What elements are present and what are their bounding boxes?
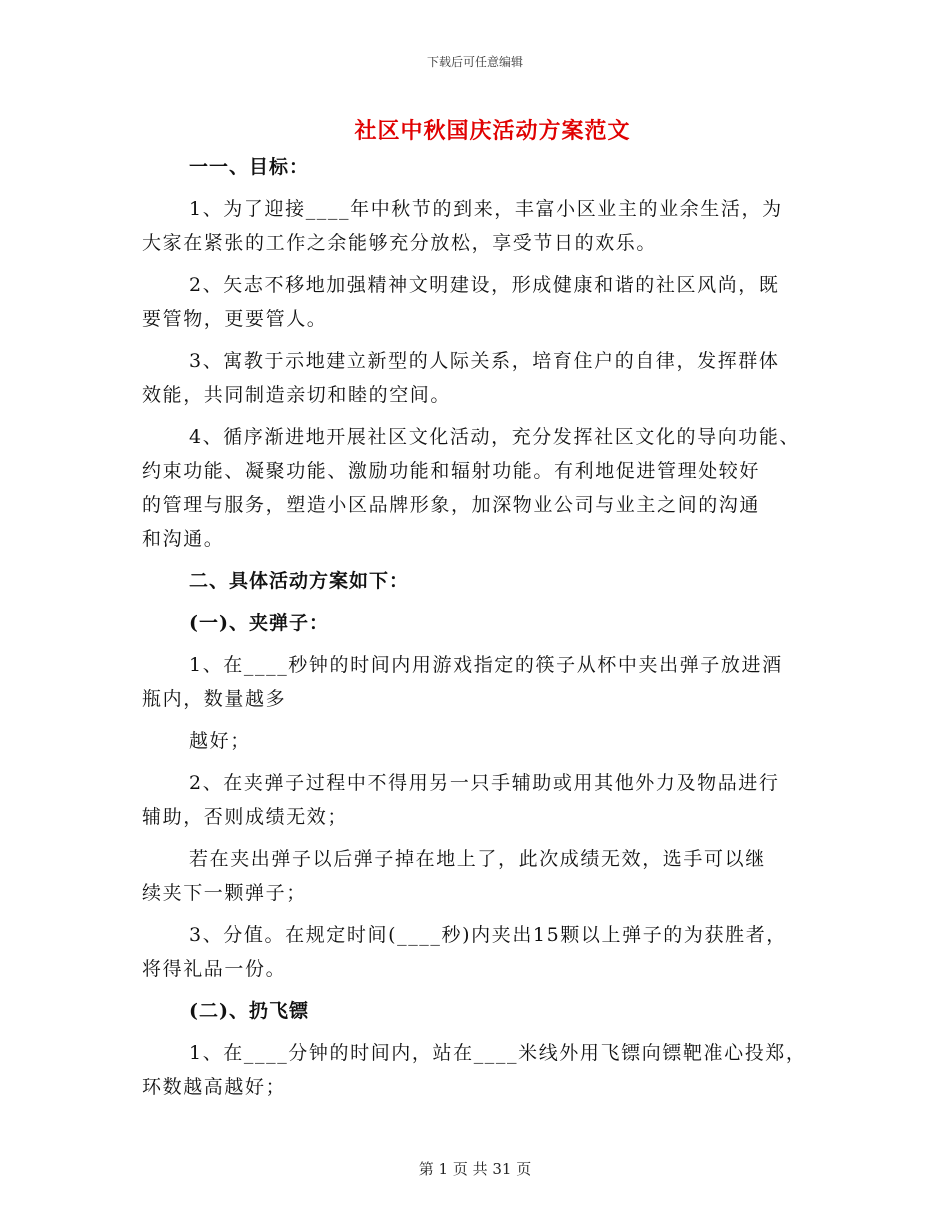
paragraph-line: 3、分值。在规定时间(____秒)内夹出15颗以上弹子的为获胜者， [189, 924, 787, 946]
paragraph-line: 1、在____分钟的时间内，站在____米线外用飞镖向镖靶准心投郑， [189, 1042, 807, 1064]
subsection-heading-darts: (二)、扔飞镖 [189, 1000, 309, 1022]
paragraph-marbles-4 [142, 918, 814, 986]
paragraph-line: 瓶内，数量越多 [142, 688, 287, 710]
paragraph-line: 环数越高越好； [142, 1076, 287, 1098]
paragraph-line: 要管物，更要管人。 [142, 308, 328, 330]
paragraph-line: 的管理与服务，塑造小区品牌形象，加深物业公司与业主之间的沟通 [142, 494, 761, 516]
document-body [142, 150, 814, 1104]
paragraph-line: 3、寓教于示地建立新型的人际关系，培育住户的自律，发挥群体 [189, 350, 780, 372]
paragraph-marbles-1 [142, 648, 814, 716]
paragraph-line: 越好； [189, 730, 251, 752]
section-heading-plan: 二、具体活动方案如下： [189, 570, 410, 592]
paragraph-line: 1、在____秒钟的时间内用游戏指定的筷子从杯中夹出弹子放进酒 [189, 654, 783, 676]
paragraph-line: 将得礼品一份。 [142, 958, 287, 980]
page-number: 第 1 页 共 31 页 [418, 1160, 532, 1178]
paragraph-goal-4 [142, 420, 814, 556]
paragraph-line: 辅助，否则成绩无效； [142, 806, 349, 828]
paragraph-goal-1 [142, 192, 814, 260]
paragraph-marbles-3 [142, 842, 814, 910]
document-title: 社区中秋国庆活动方案范文 [354, 118, 631, 144]
paragraph-goal-2 [142, 268, 814, 336]
paragraph-line: 约束功能、凝聚功能、激励功能和辐射功能。有利地促进管理处较好 [142, 460, 761, 482]
paragraph-goal-3 [142, 344, 814, 412]
header-note: 下载后可任意编辑 [426, 55, 523, 69]
paragraph-line: 续夹下一颗弹子； [142, 882, 307, 904]
paragraph-line: 4、循序渐进地开展社区文化活动，充分发挥社区文化的导向功能、 [189, 426, 801, 448]
subsection-heading-marbles: (一)、夹弹子： [189, 612, 329, 634]
paragraph-marbles-2 [142, 766, 814, 834]
paragraph-line: 1、为了迎接____年中秋节的到来，丰富小区业主的业余生活，为 [189, 198, 783, 220]
paragraph-darts-1 [142, 1036, 814, 1104]
paragraph-line: 若在夹出弹子以后弹子掉在地上了，此次成绩无效，选手可以继 [189, 848, 766, 870]
paragraph-line: 大家在紧张的工作之余能够充分放松，享受节日的欢乐。 [142, 232, 658, 254]
paragraph-line: 和沟通。 [142, 528, 225, 550]
paragraph-line: 效能，共同制造亲切和睦的空间。 [142, 384, 452, 406]
paragraph-line: 2、在夹弹子过程中不得用另一只手辅助或用其他外力及物品进行 [189, 772, 780, 794]
section-heading-goals: 一一、目标： [189, 156, 310, 178]
paragraph-line: 2、矢志不移地加强精神文明建设，形成健康和谐的社区风尚，既 [189, 274, 780, 296]
